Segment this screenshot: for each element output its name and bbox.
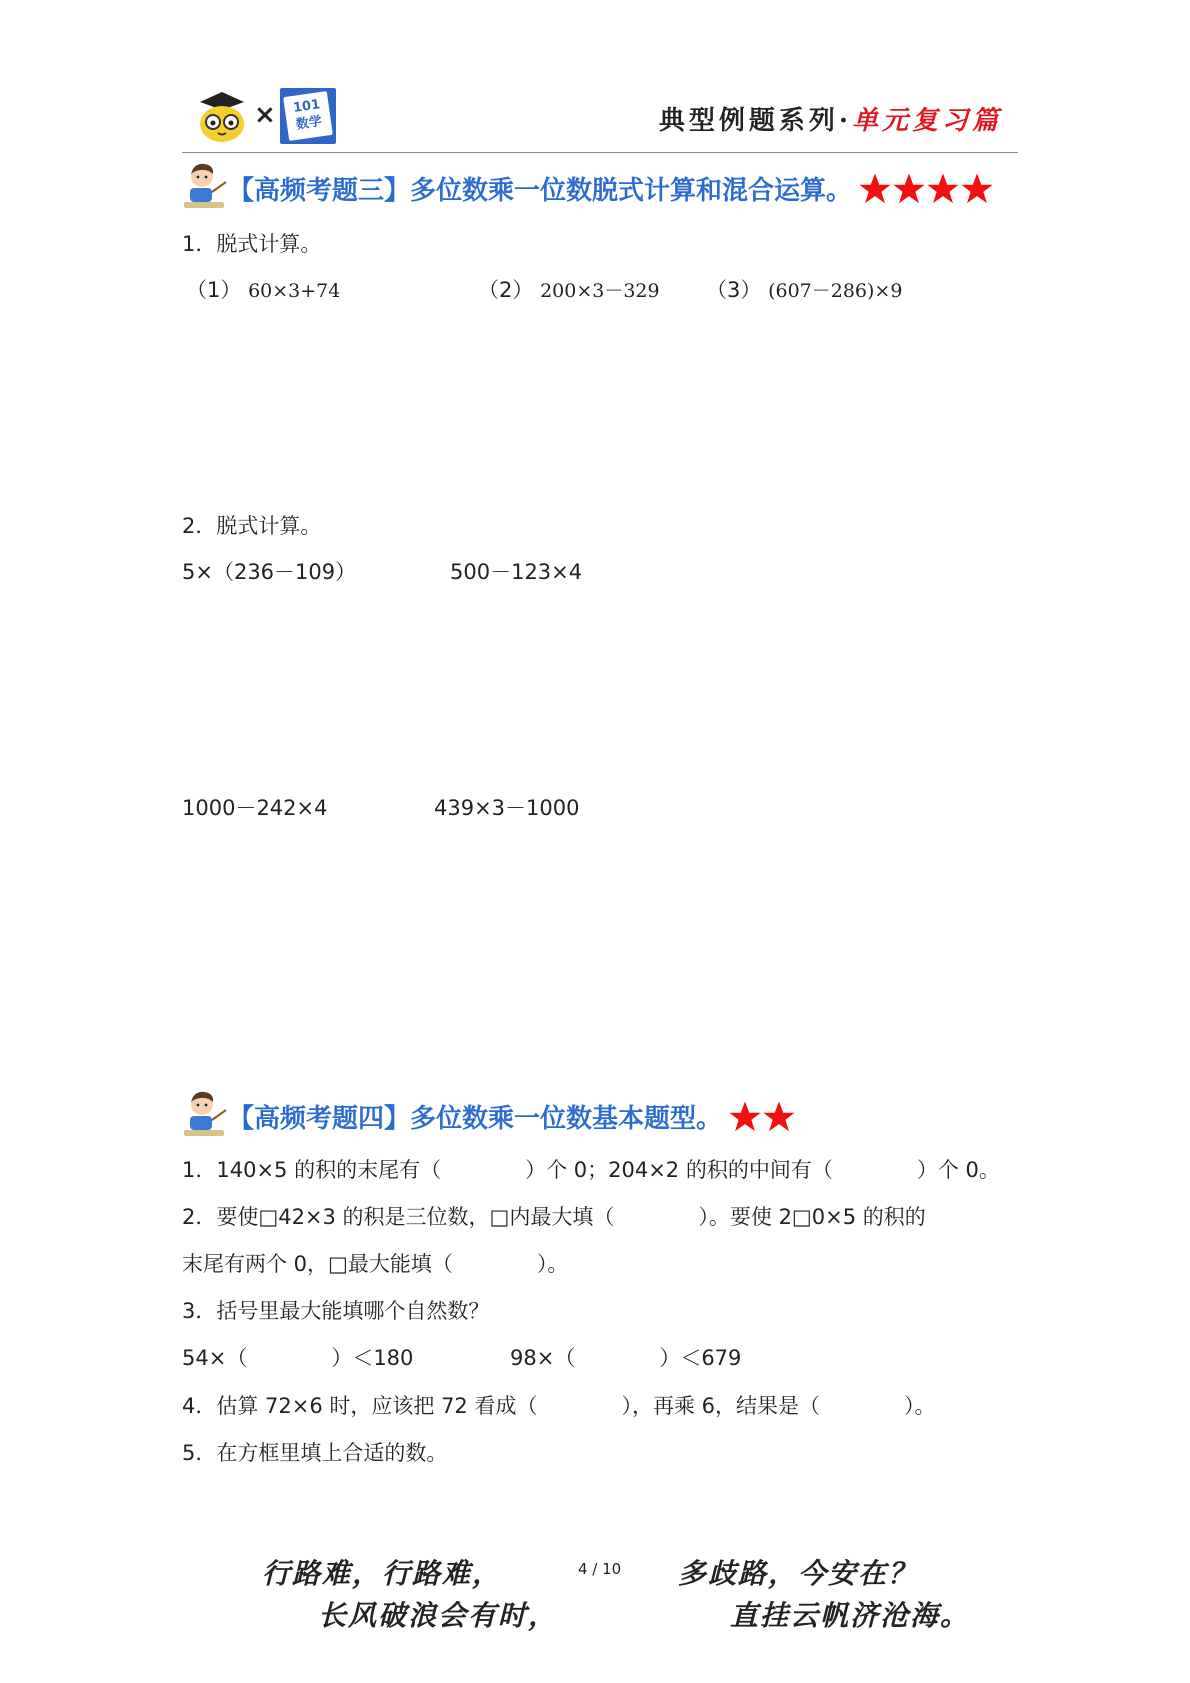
s3-q1-item-3: [706, 274, 902, 304]
s3-q2-title: 2．脱式计算。: [182, 514, 322, 538]
star-icon: [960, 172, 994, 206]
series-title: [659, 100, 1002, 137]
section4-title: 【高频考题四】多位数乘一位数基本题型。: [228, 1104, 723, 1134]
s4-q3-item-2: 98×（ ）＜679: [510, 1346, 742, 1370]
section4-stars: [728, 1100, 796, 1134]
series-title-main: 典型例题系列·: [658, 106, 852, 136]
star-icon: [728, 1100, 762, 1134]
s4-q1: 1．140×5 的积的末尾有（ ）个 0；204×2 的积的中间有（ ）个 0。: [182, 1158, 1000, 1182]
s3-q1-item-1: [186, 274, 340, 304]
s3-q2-expr-3: 1000－242×4: [182, 796, 328, 820]
teacher-icon: [184, 1088, 228, 1145]
page-number: 4 / 10: [578, 1560, 622, 1578]
section3-heading: [184, 160, 994, 217]
logo-text: 数学: [295, 114, 323, 133]
star-icon: [762, 1100, 796, 1134]
footer-poem-right-2: 直挂云帆济沧海。: [730, 1599, 971, 1632]
series-title-sub: 单元复习篇: [851, 106, 1002, 136]
star-icon: [926, 172, 960, 206]
star-icon: [858, 172, 892, 206]
s3-q2-expr-2: 500－123×4: [450, 560, 583, 584]
item-expression: 200×3－329: [540, 280, 660, 302]
item-number: （1）: [186, 278, 242, 302]
s3-q1-item-2: [478, 274, 660, 304]
section3-stars: [858, 172, 994, 206]
s4-q3-title: 3．括号里最大能填哪个自然数？: [182, 1299, 490, 1323]
s4-q2-line2: 末尾有两个 0，□最大能填（ ）。: [182, 1252, 569, 1276]
math101-logo-icon: [280, 88, 336, 144]
s3-q2-expr-4: 439×3－1000: [434, 796, 580, 820]
owl-logo-icon: [196, 88, 248, 144]
item-expression: 60×3+74: [248, 280, 341, 302]
s4-q5: 5．在方框里填上合适的数。: [182, 1441, 448, 1465]
footer-poem-left-2: 长风破浪会有时，: [318, 1599, 559, 1632]
section4-heading: [184, 1088, 796, 1145]
footer-poem-right-1: 多歧路，今安在？: [678, 1557, 919, 1590]
logo-number: 101: [292, 97, 322, 116]
s3-q1-title: 1．脱式计算。: [182, 232, 322, 256]
s4-q4: 4．估算 72×6 时，应该把 72 看成（ ），再乘 6，结果是（ ）。: [182, 1394, 936, 1418]
item-number: （3）: [706, 278, 762, 302]
s4-q2-line1: 2．要使□42×3 的积是三位数，□内最大填（ ）。要使 2□0×5 的积的: [182, 1205, 926, 1229]
s4-q3-item-1: 54×（ ）＜180: [182, 1346, 414, 1370]
section3-title: 【高频考题三】多位数乘一位数脱式计算和混合运算。: [228, 176, 853, 206]
header-divider: [182, 152, 1018, 153]
s3-q2-expr-1: 5×（236－109）: [182, 560, 357, 584]
teacher-icon: [184, 160, 228, 217]
times-sign: ×: [254, 100, 276, 130]
footer-poem-left-1: 行路难，行路难，: [262, 1557, 503, 1590]
star-icon: [892, 172, 926, 206]
item-expression: (607－286)×9: [768, 280, 903, 302]
item-number: （2）: [478, 278, 534, 302]
